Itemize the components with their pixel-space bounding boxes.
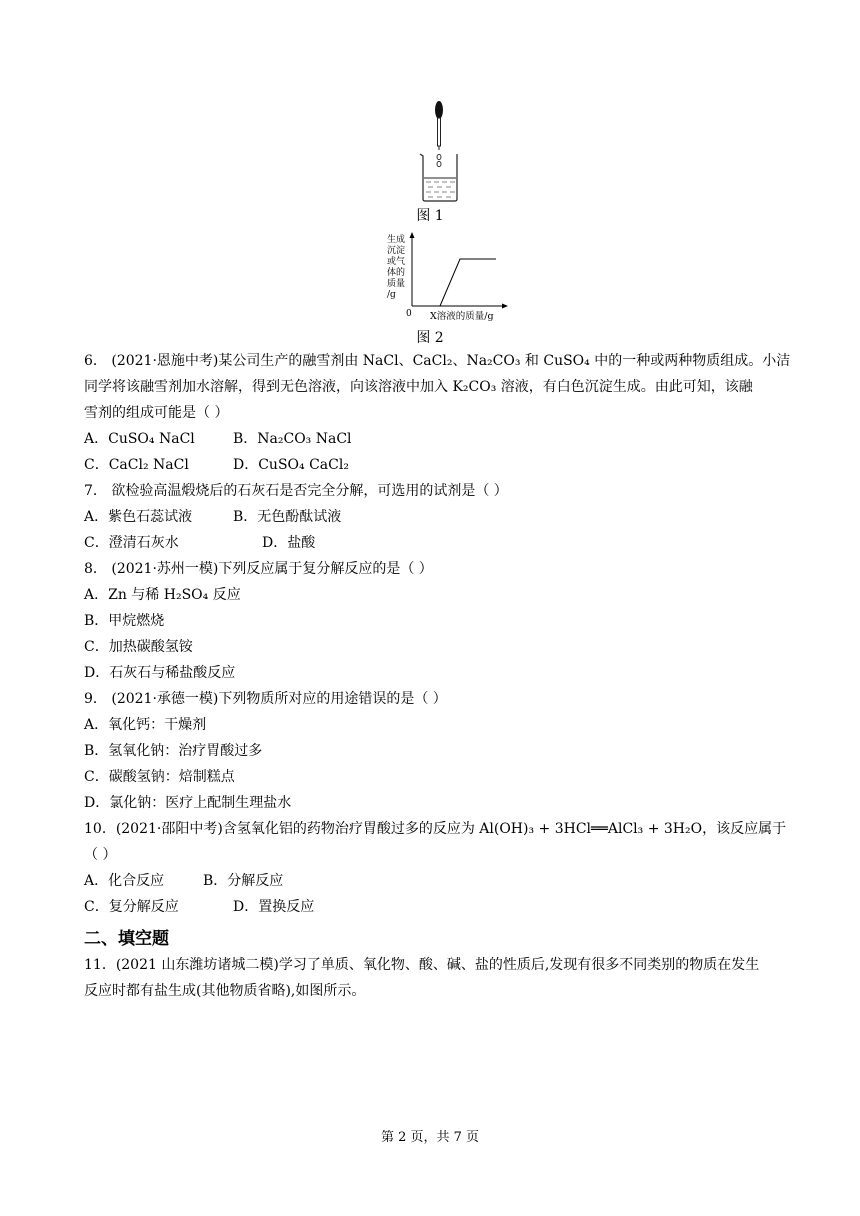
- q10-option-b: B．分解反应: [203, 873, 284, 889]
- q9-option-d: D．氯化钠：医疗上配制生理盐水: [84, 795, 292, 811]
- q10-option-a: A．化合反应: [84, 873, 165, 889]
- dropper-tube: [438, 118, 441, 146]
- drop-1: [437, 154, 441, 159]
- section-title: 二、填空题: [84, 929, 169, 949]
- y-label-line-2: 沉淀: [387, 246, 406, 256]
- figure-2-caption: 图 2: [416, 330, 444, 346]
- q11-line-2: 反应时都有盐生成(其他物质省略),如图所示。: [84, 983, 366, 999]
- q9-option-b: B．氢氧化钠：治疗胃酸过多: [84, 743, 263, 759]
- y-label-line-6: /g: [387, 290, 396, 300]
- q8-option-c: C．加热碳酸氢铵: [84, 639, 193, 655]
- y-label-line-4: 体的: [387, 268, 406, 278]
- q9-option-a: A．氧化钙：干燥剂: [84, 717, 207, 733]
- q11-line-1: 11．(2021 山东潍坊诸城二模)学习了单质、氧化物、酸、碱、盐的性质后,发现有很多不同类别的物质在发生: [84, 957, 760, 973]
- figure-1-caption: 图 1: [416, 208, 444, 224]
- curve: [440, 259, 496, 306]
- q6-option-d: D．CuSO₄ CaCl₂: [233, 457, 349, 473]
- q8-option-a: A．Zn 与稀 H₂SO₄ 反应: [84, 587, 241, 603]
- q10-line-1: 10．(2021·邵阳中考)含氢氧化铝的药物治疗胃酸过多的反应为 Al(OH)₃ + 3HCl══AlCl₃ + 3H₂O，该反应属于: [84, 821, 787, 837]
- q8-option-b: B．甲烷燃烧: [84, 613, 165, 629]
- x-axis-label: X溶液的质量/g: [430, 311, 494, 322]
- q6-line-1: 6． (2021·恩施中考)某公司生产的融雪剂由 NaCl、CaCl₂、Na₂CO₃ 和 CuSO₄ 中的一种或两种物质组成。小洁: [84, 353, 791, 369]
- y-label-line-1: 生成: [387, 235, 406, 245]
- q10-line-2: （ ）: [84, 847, 117, 863]
- q8-line-1: 8． (2021·苏州一模)下列反应属于复分解反应的是（ ）: [84, 561, 433, 577]
- y-axis-arrow: [410, 232, 415, 238]
- figure-2-graph: [382, 230, 512, 326]
- drop-2: [437, 161, 441, 166]
- q9-line-1: 9． (2021·承德一模)下列物质所对应的用途错误的是（ ）: [84, 691, 447, 707]
- y-label-line-5: 质量: [387, 279, 406, 289]
- q7-option-a: A．紫色石蕊试液: [84, 509, 193, 525]
- q7-line-1: 7． 欲检验高温煅烧后的石灰石是否完全分解，可选用的试剂是（ ）: [84, 483, 508, 499]
- q10-option-c: C．复分解反应: [84, 899, 179, 915]
- y-axis-label: [387, 233, 405, 300]
- x-axis-arrow: [502, 304, 508, 309]
- q6-option-a: A．CuSO₄ NaCl: [84, 431, 195, 447]
- q9-option-c: C．碳酸氢钠：焙制糕点: [84, 769, 235, 785]
- figure-1-beaker-dropper: [414, 100, 462, 204]
- q7-option-b: B．无色酚酞试液: [233, 509, 342, 525]
- origin-label: 0: [406, 309, 412, 319]
- q8-option-d: D．石灰石与稀盐酸反应: [84, 665, 236, 681]
- q7-option-c: C．澄清石灰水: [84, 535, 179, 551]
- q10-option-d: D．置换反应: [233, 899, 315, 915]
- q7-option-d: D．盐酸: [262, 535, 316, 551]
- q6-option-b: B．Na₂CO₃ NaCl: [233, 431, 352, 447]
- liquid-hatching: [426, 182, 455, 197]
- page-footer: 第 2 页，共 7 页: [380, 1130, 480, 1145]
- q6-option-c: C．CaCl₂ NaCl: [84, 457, 189, 473]
- dropper-bulb: [435, 101, 443, 119]
- y-label-line-3: 或气: [387, 257, 406, 267]
- q6-line-2: 同学将该融雪剂加水溶解，得到无色溶液，向该溶液中加入 K₂CO₃ 溶液，有白色沉淀生成。由此可知，该融: [84, 379, 753, 395]
- q6-line-3: 雪剂的组成可能是（ ）: [84, 405, 229, 421]
